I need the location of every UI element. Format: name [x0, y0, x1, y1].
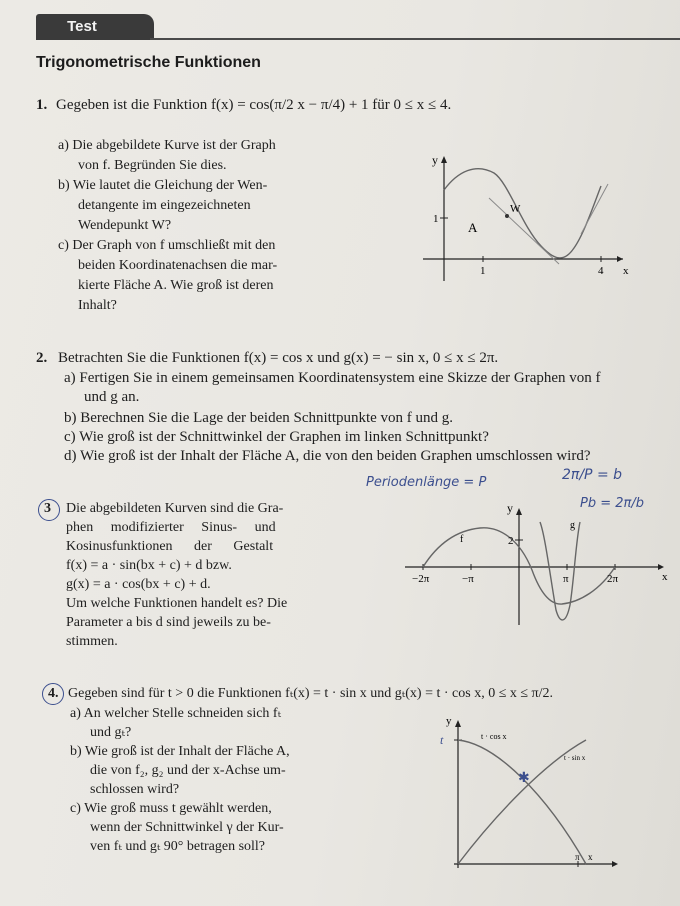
task1-line: kierte Fläche A. Wie groß ist deren [78, 278, 274, 293]
y-axis-arrow [441, 156, 447, 163]
task4-line: wenn der Schnittwinkel γ der Kur- [90, 820, 284, 835]
task4-line: und gₜ? [90, 725, 132, 740]
label-negpi: −π [462, 573, 474, 585]
note-period: Periodenlänge = P [366, 475, 487, 490]
g-label: g [570, 520, 575, 531]
task1-prompt: Gegeben ist die Funktion f(x) = cos(π/2 x − π/4) + 1 für 0 ≤ x ≤ 4. [56, 97, 452, 113]
task1-line: Wendepunkt W? [78, 218, 172, 233]
t-label: t [440, 733, 444, 747]
x-label: x [588, 852, 593, 862]
y-two-label: 2 [508, 535, 514, 547]
curve-f [444, 169, 601, 258]
task1-line: b) Wie lautet die Gleichung der Wen- [58, 178, 268, 193]
note-formula-pb: Pb = 2π/b [580, 496, 644, 511]
task3-line: f(x) = a · sin(bx + c) + d bzw. [66, 558, 232, 573]
task4-line: a) An welcher Stelle schneiden sich fₜ [70, 706, 282, 721]
tangent-line-2 [581, 184, 608, 234]
task3-line: g(x) = a · cos(bx + c) + d. [66, 577, 211, 592]
task1-line: beiden Koordinatenachsen die mar- [78, 258, 278, 273]
label-neg2pi: −2π [412, 573, 430, 585]
section-title: Trigonometrische Funktionen [36, 54, 261, 71]
w-label: W [510, 203, 521, 215]
task1-line: a) Die abgebildete Kurve ist der Graph [58, 138, 276, 153]
y-one-label: 1 [433, 213, 439, 225]
task4-line: schlossen wird? [90, 782, 180, 797]
task1-line: detangente im eingezeichneten [78, 198, 251, 213]
task3-graph [400, 500, 670, 628]
y-axis-arrow [455, 720, 461, 727]
y-label: y [446, 715, 452, 727]
task1-number: 1. [36, 97, 48, 113]
x-axis-arrow [617, 256, 623, 262]
f-label: f [460, 534, 464, 545]
tsin-label: t · sin x [564, 754, 586, 762]
y-axis-arrow [516, 508, 522, 515]
x-one-label: 1 [480, 265, 486, 277]
area-label: A [468, 220, 478, 235]
x-axis-arrow [658, 564, 664, 570]
y-label: y [432, 153, 438, 167]
test-tab [36, 14, 154, 40]
task4-line: c) Wie groß muss t gewählt werden, [70, 801, 272, 816]
header-rule [150, 38, 680, 40]
inflection-point [505, 214, 509, 218]
task4-line: die von f₂, g₂ und der x-Achse um- [90, 763, 286, 778]
task1-line: Inhalt? [78, 298, 117, 313]
curve-g [540, 522, 580, 620]
task1-line: c) Der Graph von f umschließt mit den [58, 238, 276, 253]
tangent-line [489, 198, 559, 264]
task4-line: ven fₜ und gₜ 90° betragen soll? [90, 839, 266, 854]
x-label: x [623, 265, 629, 277]
task1-graph [418, 146, 643, 288]
tcos-label: t · cos x [481, 732, 507, 741]
x-four-label: 4 [598, 265, 604, 277]
task2-line: und g an. [84, 389, 140, 405]
task2-line: d) Wie groß ist der Inhalt der Fläche A, die von den beiden Graphen umschlossen wird? [64, 448, 591, 464]
task2-line: c) Wie groß ist der Schnittwinkel der Graphen im linken Schnittpunkt? [64, 429, 489, 445]
y-label: y [507, 501, 513, 515]
task2-line: a) Fertigen Sie in einem gemeinsamen Koordinatensystem eine Skizze der Graphen von f [64, 370, 601, 386]
task3-line: phen modifizierter Sinus- und [66, 520, 276, 535]
note-formula-b: 2π/P = b [562, 467, 623, 483]
intersection-mark: ✱ [518, 771, 530, 786]
task4-graph [436, 714, 626, 870]
task4-prompt: Gegeben sind für t > 0 die Funktionen fₜ(x) = t · sin x und gₜ(x) = t · cos x, 0 ≤ x ≤ π/2. [68, 686, 554, 701]
task3-number: 3 [44, 501, 51, 516]
task4-number: 4. [48, 686, 59, 701]
x-axis-arrow [612, 861, 618, 867]
task4-line: b) Wie groß ist der Inhalt der Fläche A, [70, 744, 290, 759]
label-pi: π [563, 573, 569, 585]
task3-line: Parameter a bis d sind jeweils zu be- [66, 615, 271, 630]
task1-line: von f. Begründen Sie dies. [78, 158, 227, 173]
task3-line: Die abgebildeten Kurven sind die Gra- [66, 501, 284, 516]
label-2pi: 2π [607, 573, 619, 585]
x-label: x [662, 571, 668, 583]
task3-line: Kosinusfunktionen der Gestalt [66, 539, 274, 554]
task3-line: stimmen. [66, 634, 118, 649]
task2-number: 2. [36, 350, 48, 366]
task3-line: Um welche Funktionen handelt es? Die [66, 596, 288, 611]
task2-prompt: Betrachten Sie die Funktionen f(x) = cos x und g(x) = − sin x, 0 ≤ x ≤ 2π. [58, 350, 499, 366]
task2-line: b) Berechnen Sie die Lage der beiden Schnittpunkte von f und g. [64, 410, 454, 426]
pi-label: π [575, 852, 580, 862]
tab-label: Test [67, 18, 97, 35]
